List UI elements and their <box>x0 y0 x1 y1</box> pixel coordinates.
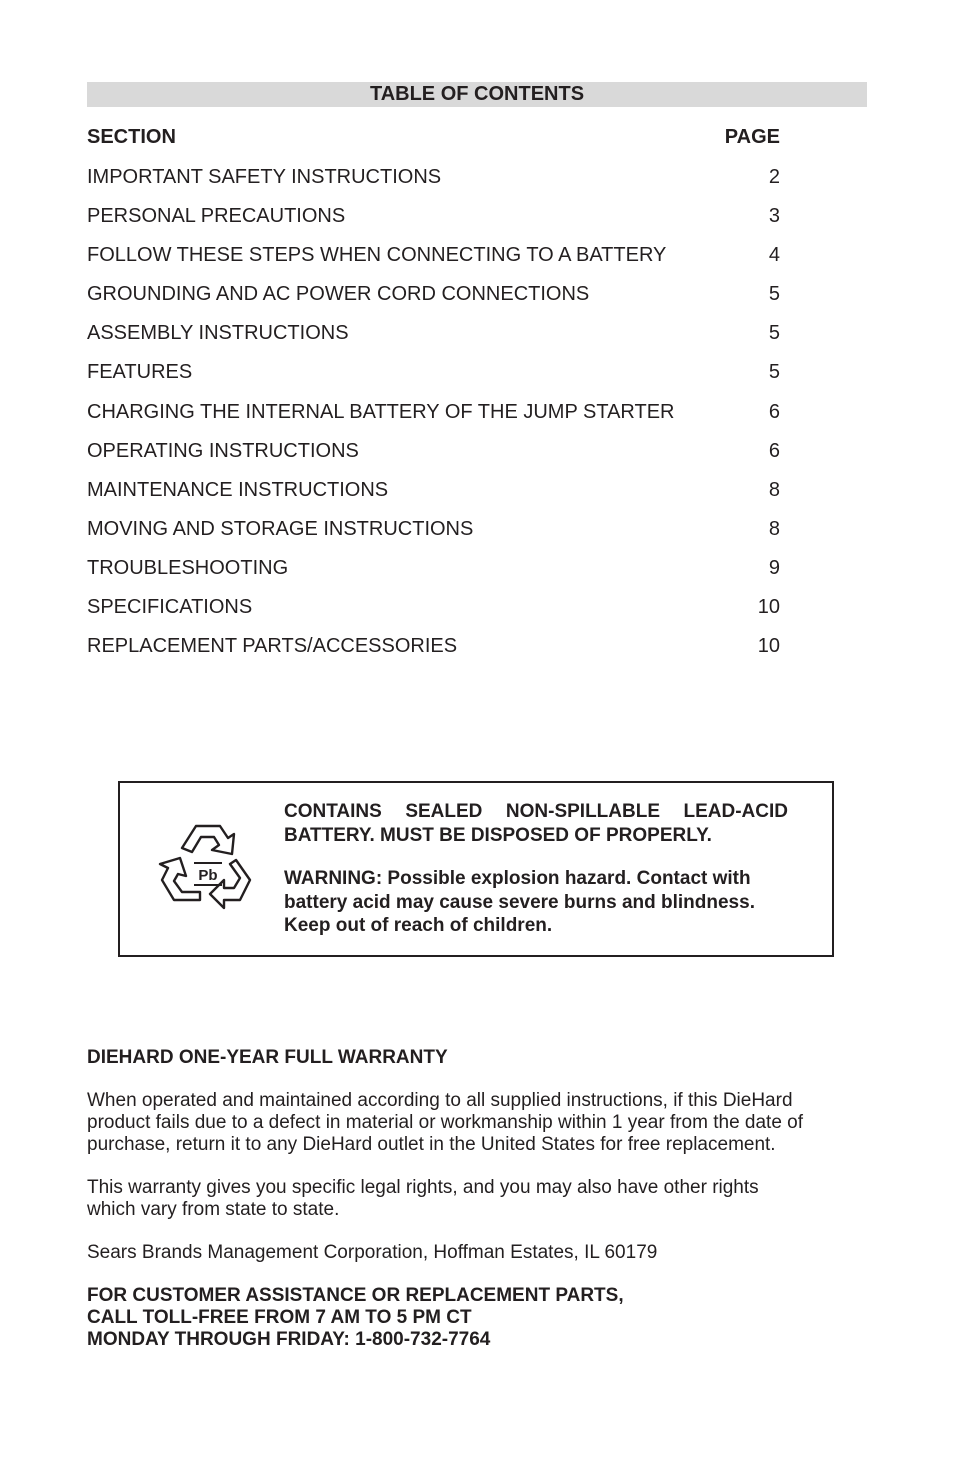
disposal-line-1 <box>284 800 788 824</box>
toc-entry <box>87 634 780 673</box>
word: SEALED <box>405 801 483 822</box>
text-line: CALL TOLL-FREE FROM 7 AM TO 5 PM CT <box>87 1307 472 1328</box>
text-line: which vary from state to state. <box>87 1199 340 1220</box>
toc-list <box>87 165 780 673</box>
word: CONTAINS <box>284 801 382 822</box>
toc-entry-page: 4 <box>768 244 780 267</box>
toc-entry <box>87 321 780 360</box>
toc-entry-page: 2 <box>768 166 780 188</box>
toc-entry-section: IMPORTANT SAFETY INSTRUCTIONS <box>87 166 442 188</box>
word: LEAD-ACID <box>683 801 788 822</box>
customer-assistance <box>87 1285 877 1351</box>
toc-entry-page: 10 <box>757 635 780 658</box>
toc-entry <box>87 517 780 556</box>
disposal-line-2: BATTERY. MUST BE DISPOSED OF PROPERLY. <box>284 824 712 846</box>
toc-entry-page: 8 <box>768 517 780 540</box>
toc-entry <box>87 595 780 634</box>
warning-line: Keep out of reach of children. <box>284 915 553 936</box>
text-line: MONDAY THROUGH FRIDAY: 1-800-732-7764 <box>87 1329 491 1350</box>
recycle-pb-icon <box>154 818 260 918</box>
toc-entry <box>87 204 780 243</box>
toc-entry-page: 5 <box>768 322 780 345</box>
toc-entry <box>87 243 780 282</box>
toc-entry <box>87 400 780 439</box>
warranty-paragraph-2 <box>87 1177 877 1221</box>
toc-entry-page: 8 <box>768 478 780 501</box>
toc-entry-section: MOVING AND STORAGE INSTRUCTIONS <box>87 517 474 540</box>
warning-line: WARNING: Possible explosion hazard. Contact with <box>284 868 751 889</box>
company-address: Sears Brands Management Corporation, Hoffman Estates, IL 60179 <box>87 1242 658 1263</box>
text-line: product fails due to a defect in material or workmanship within 1 year from the date of <box>87 1112 804 1133</box>
toc-entry-section: PERSONAL PRECAUTIONS <box>87 205 346 228</box>
warning-line: battery acid may cause severe burns and blindness. <box>284 891 755 913</box>
toc-title: TABLE OF CONTENTS <box>87 82 867 107</box>
text-line: purchase, return it to any DieHard outlet in the United States for free replacement. <box>87 1134 776 1155</box>
toc-entry-section: FOLLOW THESE STEPS WHEN CONNECTING TO A BATTERY <box>87 244 667 267</box>
toc-entry-section: ASSEMBLY INSTRUCTIONS <box>87 322 349 345</box>
warranty-section <box>87 1047 877 1351</box>
toc-entry-page: 9 <box>768 556 780 579</box>
toc-entry-section: TROUBLESHOOTING <box>87 556 289 579</box>
toc-entry-section: CHARGING THE INTERNAL BATTERY OF THE JUMP STARTER <box>87 400 675 423</box>
toc-entry <box>87 478 780 517</box>
toc-entry-page: 5 <box>768 361 780 384</box>
disposal-notice <box>284 800 788 847</box>
text-line: FOR CUSTOMER ASSISTANCE OR REPLACEMENT PARTS, <box>87 1285 624 1306</box>
toc-column-headings <box>87 126 780 150</box>
toc-entry-page: 5 <box>768 283 780 306</box>
toc-entry <box>87 165 780 204</box>
toc-entry <box>87 360 780 399</box>
toc-entry <box>87 556 780 595</box>
toc-entry-section: REPLACEMENT PARTS/ACCESSORIES <box>87 635 458 658</box>
notice-text <box>284 800 788 938</box>
toc-entry <box>87 282 780 321</box>
toc-entry-section: OPERATING INSTRUCTIONS <box>87 439 359 462</box>
page-heading: PAGE <box>724 126 780 148</box>
toc-entry-page: 3 <box>768 205 780 228</box>
warranty-title: DIEHARD ONE-YEAR FULL WARRANTY <box>87 1047 448 1068</box>
toc-entry-page: 6 <box>768 439 780 462</box>
toc-entry <box>87 439 780 478</box>
warranty-paragraph-1 <box>87 1090 877 1156</box>
toc-entry-page: 10 <box>757 596 780 619</box>
toc-entry-section: GROUNDING AND AC POWER CORD CONNECTIONS <box>87 283 590 306</box>
section-heading: SECTION <box>87 126 176 148</box>
text-line: When operated and maintained according to all supplied instructions, if this DieHard <box>87 1090 793 1111</box>
text-line: This warranty gives you specific legal rights, and you may also have other rights <box>87 1177 759 1198</box>
toc-entry-section: MAINTENANCE INSTRUCTIONS <box>87 478 389 501</box>
word: NON-SPILLABLE <box>505 801 660 822</box>
warning-notice <box>284 867 788 938</box>
pb-label: Pb <box>198 867 218 884</box>
toc-entry-section: SPECIFICATIONS <box>87 596 253 619</box>
battery-notice-box <box>118 781 834 957</box>
toc-entry-section: FEATURES <box>87 361 193 384</box>
toc-entry-page: 6 <box>768 400 780 423</box>
